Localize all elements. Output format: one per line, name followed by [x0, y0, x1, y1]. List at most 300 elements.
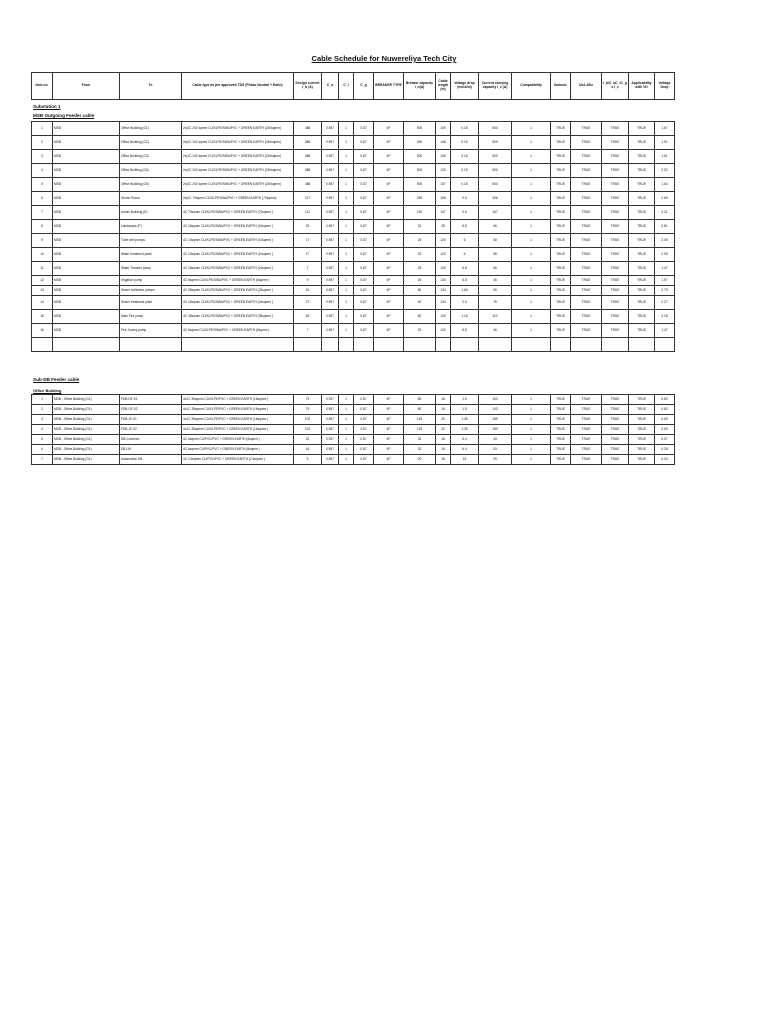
table-cell: 386	[294, 136, 322, 150]
table-cell: TRUE	[602, 286, 629, 296]
table-cell: 32	[404, 445, 436, 455]
table-row	[32, 425, 675, 435]
table-cell: TRUE	[629, 276, 655, 286]
table-cell: 6.8	[451, 220, 479, 234]
table-cell: 0.15	[451, 136, 479, 150]
table-cell: Fire Jockey pump	[120, 324, 182, 338]
table-cell	[374, 338, 404, 352]
table-cell: TRUE	[551, 405, 571, 415]
table-cell: 9	[32, 234, 53, 248]
table-cell	[451, 338, 479, 352]
table-cell: 0.957	[322, 455, 339, 465]
table-cell: 1.61	[655, 150, 675, 164]
table-cell: 1	[512, 296, 551, 310]
table-cell: TRUE	[571, 445, 602, 455]
table-cell: 600	[479, 178, 512, 192]
table-cell: 189	[479, 425, 512, 435]
table-cell: TRUE	[571, 425, 602, 435]
table-cell: MSB	[53, 220, 120, 234]
table-cell: 0.37	[655, 435, 675, 445]
table-cell: 488	[294, 122, 322, 136]
table-cell: 0.957	[322, 286, 339, 296]
table-cell: TRUE	[629, 405, 655, 415]
table-cell: 4C 6sqmm CU/XLPE/SWA/PVC + GREEN EARTH (6sqmm )	[182, 276, 294, 286]
table-cell: 1	[32, 122, 53, 136]
table-cell: MDB - Office Building (G1)	[53, 445, 120, 455]
table-cell: Irrigation pump	[120, 276, 182, 286]
table-cell: 6.8	[451, 262, 479, 276]
table-cell: 0.87	[354, 286, 374, 296]
table-row	[32, 310, 675, 324]
table-cell: 7	[294, 324, 322, 338]
table-row	[32, 136, 675, 150]
table-cell: TRUE	[551, 220, 571, 234]
table-cell: 120	[436, 310, 451, 324]
table-cell: 43	[479, 445, 512, 455]
table-cell: FDB-1F-01	[120, 415, 182, 425]
table-cell: 4P	[374, 425, 404, 435]
table-cell: TRUE	[602, 405, 629, 415]
table-cell: TRUE	[551, 150, 571, 164]
table-cell	[354, 338, 374, 352]
table-cell: TRUE	[571, 206, 602, 220]
table-cell	[551, 338, 571, 352]
table-cell: 600	[479, 150, 512, 164]
table-cell: 4C 10sqmm CU/XLPE/SWA/PVC + GREEN EARTH (10sqmm )	[182, 234, 294, 248]
table-cell: TRUE	[602, 276, 629, 286]
table-cell: 0.87	[354, 206, 374, 220]
table-cell: 66	[479, 262, 512, 276]
table-cell: MSB	[53, 262, 120, 276]
table-cell: 5	[32, 435, 53, 445]
table-cell: TRUE	[602, 435, 629, 445]
table-cell: 1	[512, 310, 551, 324]
table-cell: Server Room	[120, 192, 182, 206]
table-cell: 2	[32, 405, 53, 415]
table-cell: 217	[294, 192, 322, 206]
table-cell: 2.27	[655, 296, 675, 310]
table-cell: 134	[436, 276, 451, 286]
table-cell: 0.957	[322, 324, 339, 338]
table-cell: TRUE	[551, 234, 571, 248]
table-cell: 2	[32, 136, 53, 150]
table-cell: TRUE	[602, 150, 629, 164]
table-cell: TRUE	[629, 220, 655, 234]
table-cell	[294, 338, 322, 352]
table-cell: 1	[512, 455, 551, 465]
table-row	[32, 276, 675, 286]
header-cell: C_g	[354, 73, 374, 100]
table-cell: 0.87	[354, 435, 374, 445]
table-cell: Sewer collection pumps	[120, 286, 182, 296]
table-cell: 0.15	[451, 178, 479, 192]
table-cell: 0.957	[322, 178, 339, 192]
table-cell: 6	[451, 234, 479, 248]
table-cell: 2.79	[655, 286, 675, 296]
table-cell: 165	[436, 192, 451, 206]
table-cell	[629, 338, 655, 352]
table-cell: 18	[436, 405, 451, 415]
table-cell: FDB-GF-02	[120, 405, 182, 415]
table-cell: TRUE	[551, 425, 571, 435]
table-cell: TRUE	[629, 395, 655, 405]
table-cell: 4x1C 35sqmm CU/XLPE/PVC + GREEN EARTH (16sqmm )	[182, 395, 294, 405]
table-cell: 0.957	[322, 395, 339, 405]
table-cell: 1.35	[451, 425, 479, 435]
table-cell: 18	[436, 445, 451, 455]
table-cell: TRUE	[602, 262, 629, 276]
table-cell: TRUE	[551, 206, 571, 220]
section-heading: Sub-DB Feeder cable	[33, 377, 80, 382]
table-cell: 4P	[374, 234, 404, 248]
table-cell: 4P	[374, 286, 404, 296]
table-row	[32, 324, 675, 338]
table-cell: MDB - Office Building (G1)	[53, 435, 120, 445]
table-cell: 25	[404, 234, 436, 248]
table-cell: 2x(4C 240 sqmm CU/XLPE/SWA/PVC + GREEN EARTH (240sqmm)	[182, 150, 294, 164]
table-cell: MDB - Office Building (G1)	[53, 425, 120, 435]
header-cell: Compatibility	[512, 73, 551, 100]
table-cell: 0.33	[655, 455, 675, 465]
table-cell: 0.87	[354, 178, 374, 192]
table-cell: 306	[479, 192, 512, 206]
table-cell: Admin Building (E)	[120, 206, 182, 220]
section-subheading: Office Building	[33, 388, 62, 393]
table-cell: TRUE	[571, 276, 602, 286]
table-cell: Tube well pumps	[120, 234, 182, 248]
table-cell: TRUE	[629, 178, 655, 192]
header-cell: From	[53, 73, 120, 100]
table-cell: TRUE	[571, 248, 602, 262]
table-cell: 148	[436, 136, 451, 150]
table-cell: TRUE	[551, 276, 571, 286]
table-cell: 14	[32, 296, 53, 310]
table-cell: 4P	[374, 435, 404, 445]
table-cell: 79	[294, 405, 322, 415]
table-cell: 112	[294, 206, 322, 220]
table-cell: 120	[436, 234, 451, 248]
table-cell: 4P	[374, 395, 404, 405]
table-cell: TRUE	[629, 192, 655, 206]
table-cell: 120	[436, 324, 451, 338]
table-cell: 0.957	[322, 415, 339, 425]
table-cell: 167	[479, 206, 512, 220]
table-cell: 1	[512, 286, 551, 296]
table-cell: 75	[479, 296, 512, 310]
section-subheading: MSB Outgoing Feeder cable	[33, 113, 95, 118]
table-cell: 17	[294, 234, 322, 248]
table-cell: 1	[339, 435, 354, 445]
table-row	[32, 178, 675, 192]
table-cell: TRUE	[571, 164, 602, 178]
table-cell: TRUE	[629, 122, 655, 136]
table-cell: 2x(4C 240 sqmm CU/XLPE/SWA/PVC + GREEN EARTH (240sqmm)	[182, 122, 294, 136]
table-cell: 80	[404, 405, 436, 415]
table-cell: TRUE	[602, 415, 629, 425]
table-cell: 4P	[374, 310, 404, 324]
table-cell: 1	[512, 164, 551, 178]
table-row	[32, 445, 675, 455]
table-cell: 6.8	[451, 276, 479, 286]
table-cell: 0.87	[354, 262, 374, 276]
table-cell: 1	[339, 262, 354, 276]
table-cell: 4P	[374, 415, 404, 425]
table-cell: TRUE	[629, 164, 655, 178]
table-cell: 27	[294, 296, 322, 310]
table-cell: 4C 2.5sqmm CU/PVC/PVC + GREEN EARTH (2.5sqmm )	[182, 455, 294, 465]
table-cell: 0.69	[655, 425, 675, 435]
table-cell: 1.5	[451, 405, 479, 415]
table-row	[32, 234, 675, 248]
table-cell: 488	[294, 150, 322, 164]
table-cell: 32	[404, 248, 436, 262]
table-cell: 1	[339, 276, 354, 286]
table-cell: 0.87	[354, 395, 374, 405]
table-cell: TRUE	[551, 455, 571, 465]
table-cell: TRUE	[551, 445, 571, 455]
table-cell: 25	[404, 262, 436, 276]
table-cell: 1	[512, 405, 551, 415]
page-title: Cable Schedule for Nuwereliya Tech City	[311, 54, 457, 63]
table-cell: MSB	[53, 248, 120, 262]
table-cell: 0.87	[354, 445, 374, 455]
table-cell: MSB	[53, 164, 120, 178]
table-cell: 1	[339, 310, 354, 324]
table-cell: 4	[32, 164, 53, 178]
table-cell: TRUE	[602, 248, 629, 262]
table-cell: TRUE	[551, 435, 571, 445]
table-cell: 0.87	[354, 136, 374, 150]
table-cell: TRUE	[602, 310, 629, 324]
table-cell: 1.97	[655, 276, 675, 286]
table-cell: 0.957	[322, 164, 339, 178]
table-cell: TRUE	[571, 415, 602, 425]
table-cell: 4C 6sqmm CU/XLPE/SWA/PVC + GREEN EARTH (6sqmm )	[182, 324, 294, 338]
table-cell: TRUE	[551, 122, 571, 136]
table-cell: TRUE	[571, 324, 602, 338]
table-cell: 4P	[374, 164, 404, 178]
header-cell: I_b/C_aC_iC_g ≤ I_z	[602, 73, 629, 100]
table-cell: TRUE	[602, 234, 629, 248]
table-cell: TRUE	[629, 415, 655, 425]
table-cell: Sewer treatment plant	[120, 296, 182, 310]
table-cell: 32	[404, 435, 436, 445]
table-cell: TRUE	[602, 122, 629, 136]
table-cell: 2x(4C 70sqmm CU/XLPE/SWA/PVC + GREEN EARTH (70sqmm)	[182, 192, 294, 206]
table-cell: 46	[479, 276, 512, 286]
table-cell: MSB	[53, 206, 120, 220]
table-cell: 0.87	[354, 455, 374, 465]
header-cell: Current carrying capacity I_z (A)	[479, 73, 512, 100]
table-cell: 1	[512, 276, 551, 286]
table-cell: 103	[479, 395, 512, 405]
table-cell: 102	[294, 415, 322, 425]
header-cell: Voltage Drop	[655, 73, 675, 100]
table-cell: TRUE	[571, 455, 602, 465]
table-cell: TRUE	[551, 136, 571, 150]
table-row	[32, 296, 675, 310]
table-cell: 10	[32, 248, 53, 262]
table-cell: TRUE	[629, 324, 655, 338]
table-cell: 134	[436, 286, 451, 296]
table-cell: TRUE	[571, 234, 602, 248]
header-cell: Voltage drop (mv/A/m)	[451, 73, 479, 100]
table-cell: 120	[436, 262, 451, 276]
table-cell: 105	[436, 150, 451, 164]
table-cell	[404, 338, 436, 352]
table-cell: 4C 16sqmm CU/XLPE/SWA/PVC + GREEN EARTH (16sqmm )	[182, 296, 294, 310]
table-cell: 18	[436, 435, 451, 445]
table-cell: 0.15	[451, 150, 479, 164]
table-cell: 1	[339, 455, 354, 465]
table-cell: 4P	[374, 455, 404, 465]
table-cell: 1	[512, 425, 551, 435]
table-cell: TRUE	[551, 310, 571, 324]
table-cell: 500	[404, 164, 436, 178]
table-cell	[655, 338, 675, 352]
table-cell: TRUE	[571, 178, 602, 192]
table-cell: TRUE	[602, 206, 629, 220]
table-cell: Office Building (G3)	[120, 150, 182, 164]
table-cell: 2.21	[655, 206, 675, 220]
table-cell: 1	[339, 234, 354, 248]
table-cell: 0.87	[354, 150, 374, 164]
table-cell: Automation DB	[120, 455, 182, 465]
table-cell: 20	[404, 455, 436, 465]
table-cell: 102	[294, 425, 322, 435]
table-row	[32, 122, 675, 136]
table-cell: 13	[32, 286, 53, 296]
table-cell: 58	[479, 234, 512, 248]
table-cell: 488	[294, 164, 322, 178]
table-cell: 1	[512, 395, 551, 405]
table-cell: 0.69	[655, 415, 675, 425]
table-cell: 4P	[374, 405, 404, 415]
table-cell: TRUE	[571, 150, 602, 164]
table-cell: 250	[404, 192, 436, 206]
table-row	[32, 435, 675, 445]
msb-feeder-table	[31, 121, 675, 352]
section-heading: Substation 1	[33, 104, 61, 109]
table-cell: TRUE	[629, 310, 655, 324]
table-cell: 600	[479, 136, 512, 150]
table-cell	[182, 338, 294, 352]
table-cell: 1	[512, 415, 551, 425]
table-cell: 0.26	[655, 445, 675, 455]
table-cell: 0.957	[322, 192, 339, 206]
table-cell: 6	[451, 248, 479, 262]
table-cell: 1	[339, 122, 354, 136]
table-cell: TRUE	[629, 425, 655, 435]
table-cell: 4P	[374, 192, 404, 206]
table-cell: 1.91	[655, 136, 675, 150]
table-cell: 46	[479, 324, 512, 338]
table-cell: 4	[32, 425, 53, 435]
table-cell: 1	[339, 206, 354, 220]
table-cell: 17	[294, 248, 322, 262]
table-cell: TRUE	[571, 192, 602, 206]
table-cell: 1.47	[655, 324, 675, 338]
table-cell: MSB	[53, 324, 120, 338]
table-cell: 63	[294, 310, 322, 324]
table-cell: TRUE	[602, 296, 629, 310]
table-cell: 6.4	[451, 445, 479, 455]
table-cell: 20	[436, 425, 451, 435]
header-cell: C_i	[339, 73, 354, 100]
table-cell: 1	[339, 150, 354, 164]
table-cell: Water Transfer pump	[120, 262, 182, 276]
table-cell: 0.957	[322, 276, 339, 286]
table-cell: 120	[436, 248, 451, 262]
table-row	[32, 220, 675, 234]
table-cell: TRUE	[602, 192, 629, 206]
table-cell	[602, 338, 629, 352]
table-cell: 147	[436, 206, 451, 220]
table-cell: MSB	[53, 286, 120, 296]
table-cell: 4P	[374, 276, 404, 286]
table-cell: 110	[479, 310, 512, 324]
header-table	[31, 72, 675, 100]
table-cell: 4C 16sqmm CU/XLPE/SWA/PVC + GREEN EARTH (16sqmm )	[182, 262, 294, 276]
table-cell: 0.957	[322, 435, 339, 445]
table-cell: 1.64	[655, 178, 675, 192]
table-cell: 600	[479, 122, 512, 136]
table-cell: 80	[404, 395, 436, 405]
header-cell: C_a	[322, 73, 339, 100]
table-cell: 109	[436, 122, 451, 136]
table-cell: 1	[339, 445, 354, 455]
table-cell	[53, 338, 120, 352]
table-cell: Landscape (F)	[120, 220, 182, 234]
table-cell: 2x(4C 240 sqmm CU/XLPE/SWA/PVC + GREEN EARTH (240sqmm)	[182, 136, 294, 150]
table-cell: 2.18	[655, 310, 675, 324]
table-cell: Main Fire pump	[120, 310, 182, 324]
table-cell: 25	[479, 455, 512, 465]
table-cell: 0.5	[451, 192, 479, 206]
table-cell: 7	[32, 206, 53, 220]
table-cell: MSB	[53, 310, 120, 324]
table-cell: 0.957	[322, 220, 339, 234]
table-cell: 80	[404, 286, 436, 296]
table-cell: 4C 16sqmm CU/XLPE/SWA/PVC + GREEN EARTH (16sqmm )	[182, 220, 294, 234]
table-cell: 15	[451, 455, 479, 465]
table-cell: TRUE	[602, 324, 629, 338]
table-cell: 32	[404, 220, 436, 234]
table-cell: FDB-1F-02	[120, 425, 182, 435]
table-cell: 0.957	[322, 206, 339, 220]
table-cell: 25	[404, 276, 436, 286]
table-cell: TRUE	[571, 136, 602, 150]
table-cell: 1	[339, 415, 354, 425]
table-cell: TRUE	[551, 248, 571, 262]
table-cell: TRUE	[571, 395, 602, 405]
table-cell: TRUE	[602, 164, 629, 178]
table-row	[32, 415, 675, 425]
table-cell: 500	[404, 122, 436, 136]
table-cell: 11	[32, 262, 53, 276]
table-cell: 1	[512, 262, 551, 276]
table-cell: TRUE	[629, 296, 655, 310]
table-cell: 4C 10sqmm CU/XLPE/SWA/PVC + GREEN EARTH (10sqmm )	[182, 248, 294, 262]
table-cell: 0.87	[354, 122, 374, 136]
table-cell: 132	[436, 164, 451, 178]
table-cell: 9	[294, 455, 322, 465]
table-cell: 40	[404, 296, 436, 310]
table-cell: 1	[339, 248, 354, 262]
table-cell: 12	[32, 276, 53, 286]
table-row	[32, 192, 675, 206]
table-cell: 6	[32, 192, 53, 206]
